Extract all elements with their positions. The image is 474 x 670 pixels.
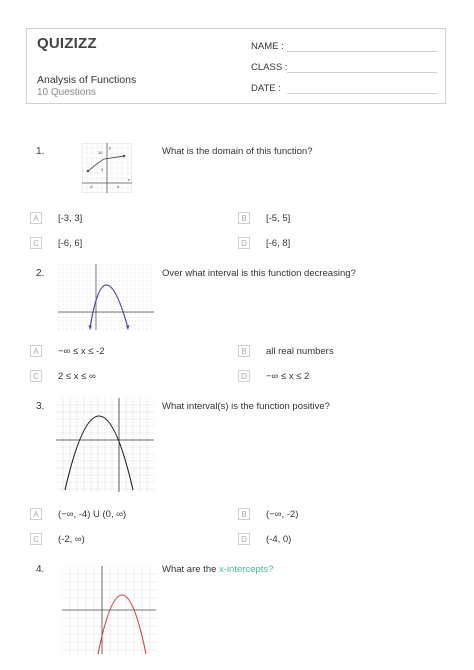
question-4-text (162, 564, 273, 575)
date-line (287, 93, 437, 94)
question-3-graph (56, 398, 154, 492)
q1-tick-top: 10 (98, 150, 103, 155)
name-field[interactable] (251, 41, 284, 52)
q1-option-a-text[interactable]: [-3, 3] (58, 213, 83, 224)
quizizz-logo: QUIZIZZ (37, 35, 97, 52)
class-field[interactable] (251, 62, 287, 73)
question-4-keyword-link[interactable]: x-intercepts? (219, 564, 274, 575)
q1-tick-left: -4 (89, 184, 93, 189)
q2-option-a-text[interactable]: −∞ ≤ x ≤ -2 (58, 346, 105, 357)
q1-option-d-text[interactable]: [-6, 8] (266, 238, 291, 249)
q1-option-c-letter[interactable]: C (30, 237, 42, 249)
q3-option-b-text[interactable]: (−∞, -2) (266, 509, 299, 520)
q3-option-a-letter[interactable]: A (30, 508, 42, 520)
q1-option-b-letter[interactable]: B (238, 212, 250, 224)
worksheet-title: Analysis of Functions (37, 74, 137, 86)
q1-tick-mid: 4 (101, 167, 104, 172)
q1-endpoint-left (87, 170, 90, 173)
q2-option-c-letter[interactable]: C (30, 370, 42, 382)
worksheet-header (26, 28, 446, 104)
q2-option-c-text[interactable]: 2 ≤ x ≤ ∞ (58, 371, 96, 382)
q1-x-label: x (128, 177, 130, 182)
q3-option-d-letter[interactable]: D (238, 533, 250, 545)
date-label: DATE : (251, 83, 281, 94)
q1-tick-right: 4 (117, 184, 120, 189)
q2-option-d-letter[interactable]: D (238, 370, 250, 382)
q2-option-a-letter[interactable]: A (30, 345, 42, 357)
question-1-number: 1. (36, 146, 45, 157)
q1-option-b-text[interactable]: [-5, 5] (266, 213, 291, 224)
question-4-number: 4. (36, 564, 45, 575)
question-4-graph (62, 566, 156, 654)
q3-option-c-text[interactable]: (-2, ∞) (58, 534, 85, 545)
question-1-graph (82, 143, 132, 193)
class-label: CLASS : (251, 62, 288, 73)
question-2-number: 2. (36, 268, 45, 279)
q3-option-a-text[interactable]: (−∞, -4) U (0, ∞) (58, 509, 127, 520)
q3-option-d-text[interactable]: (-4, 0) (266, 534, 292, 545)
q1-option-a-letter[interactable]: A (30, 212, 42, 224)
class-line (287, 72, 437, 73)
question-3-text: What interval(s) is the function positive? (162, 401, 330, 412)
name-label: NAME : (251, 41, 284, 52)
question-2-text: Over what interval is this function decreasing? (162, 268, 356, 279)
question-3-number: 3. (36, 401, 45, 412)
q1-option-d-letter[interactable]: D (238, 237, 250, 249)
date-field[interactable] (251, 83, 281, 94)
question-1-text: What is the domain of this function? (162, 146, 313, 157)
q1-y-label: y (109, 145, 111, 150)
name-line (287, 51, 437, 52)
q2-option-d-text[interactable]: −∞ ≤ x ≤ 2 (266, 371, 310, 382)
q3-option-b-letter[interactable]: B (238, 508, 250, 520)
q1-option-c-text[interactable]: [-6, 6] (58, 238, 83, 249)
q2-option-b-letter[interactable]: B (238, 345, 250, 357)
q1-endpoint-right (123, 155, 126, 158)
q3-option-c-letter[interactable]: C (30, 533, 42, 545)
worksheet-question-count: 10 Questions (37, 87, 96, 98)
question-2-graph (58, 264, 154, 330)
question-4-text-main: What are the (162, 564, 220, 575)
q2-option-b-text[interactable]: all real numbers (266, 346, 334, 357)
